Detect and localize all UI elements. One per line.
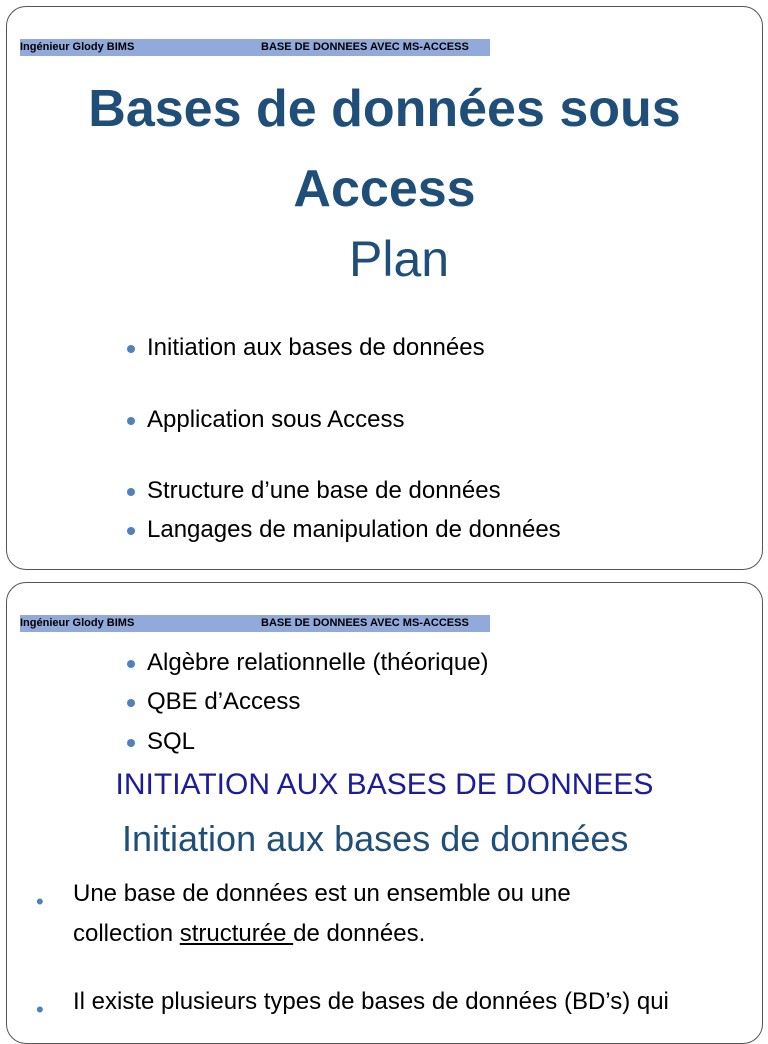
body-paragraph (36, 874, 571, 954)
header-author: Ingénieur Glody BIMS (20, 41, 135, 53)
plan-item-label: Langages de manipulation de données (147, 516, 561, 543)
slide-title-line2: Access (293, 160, 476, 218)
bullet-icon (127, 488, 135, 496)
bullet-icon: • (36, 889, 44, 914)
slide-title-line1: Bases de données sous (88, 80, 681, 138)
bullet-icon (127, 417, 135, 425)
bullet-icon (127, 699, 135, 707)
underlined-text: structurée (179, 920, 294, 947)
bullet-icon (127, 660, 135, 668)
header-course-title: BASE DE DONNEES AVEC MS-ACCESS (261, 617, 469, 629)
plan-item (127, 477, 501, 505)
bullet-icon: • (36, 997, 44, 1022)
body-paragraph (36, 982, 669, 1022)
plan-item (127, 728, 195, 756)
plan-item (127, 649, 489, 677)
paragraph-text: collection (73, 920, 180, 947)
slide-2 (6, 582, 763, 1044)
section-title: Initiation aux bases de données (122, 818, 629, 859)
paragraph-text: de données. (293, 920, 426, 947)
plan-item (127, 406, 404, 434)
plan-title: Plan (349, 231, 450, 287)
plan-item (127, 516, 561, 544)
slide-title (7, 69, 762, 229)
header-course-title: BASE DE DONNEES AVEC MS-ACCESS (261, 41, 469, 53)
paragraph-line (73, 914, 571, 954)
header-author: Ingénieur Glody BIMS (20, 617, 135, 629)
plan-item-label: Algèbre relationnelle (théorique) (147, 649, 489, 676)
plan-item-label: QBE d’Access (147, 688, 301, 715)
plan-item-label: Initiation aux bases de données (147, 334, 485, 361)
plan-item (127, 334, 485, 362)
paragraph-line: Il existe plusieurs types de bases de données (BD’s) qui (73, 988, 669, 1015)
bullet-icon (127, 345, 135, 353)
slide-1 (6, 6, 763, 570)
plan-item-label: Application sous Access (147, 406, 405, 433)
section-heading-caps: INITIATION AUX BASES DE DONNEES (115, 768, 654, 801)
plan-item-label: SQL (147, 728, 196, 755)
bullet-icon (127, 527, 135, 535)
plan-item-label: Structure d’une base de données (147, 477, 501, 504)
bullet-icon (127, 739, 135, 747)
paragraph-line: Une base de données est un ensemble ou une (73, 880, 571, 907)
plan-item (127, 688, 300, 716)
